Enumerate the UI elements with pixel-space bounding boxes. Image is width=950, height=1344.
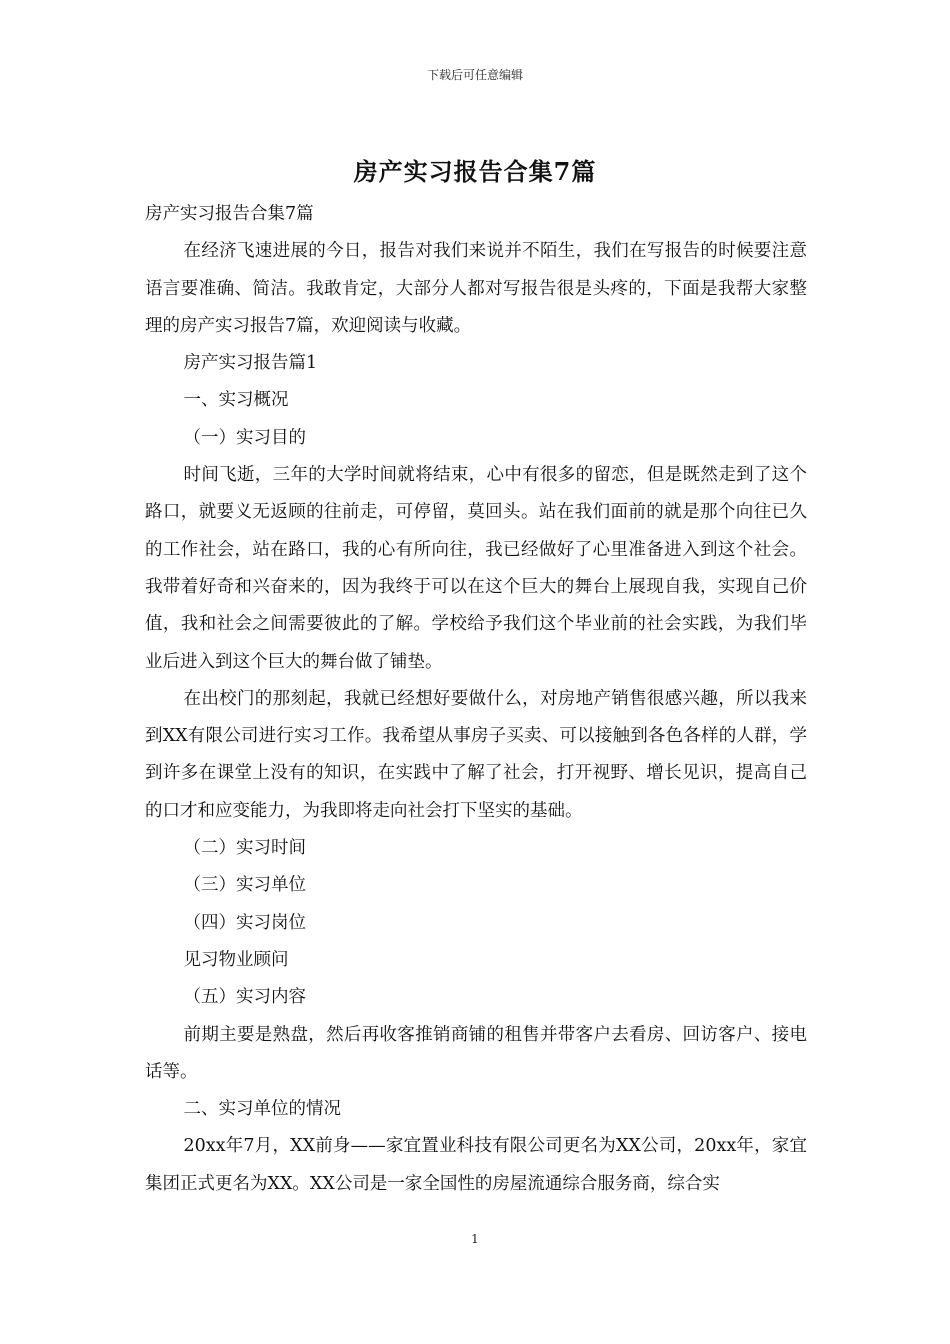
body-paragraph: 一、实习概况 xyxy=(183,390,289,411)
body-paragraph: 前期主要是熟盘，然后再收客推销商铺的租售并带客户去看房、回访客户、接电话等。 xyxy=(145,1024,807,1082)
body-paragraph: 在出校门的那刻起，我就已经想好要做什么，对房地产销售很感兴趣，所以我来到XX有限公司进行实习工作。我希望从事房子买卖、可以接触到各色各样的人群，学到许多在课堂上没有的知识，在实践中了解了社会，打开视野、增长见识，提高自己的口才和应变能力，为我即将走向社会打下坚实的基础。 xyxy=(145,688,807,821)
body-paragraph: （三）实习单位 xyxy=(183,875,306,896)
body-paragraph: （四）实习岗位 xyxy=(183,912,306,933)
body-paragraph: （五）实习内容 xyxy=(183,987,306,1008)
body-paragraph: 见习物业顾问 xyxy=(183,949,289,970)
body-paragraph: 二、实习单位的情况 xyxy=(183,1099,341,1120)
body-paragraph: （二）实习时间 xyxy=(183,838,306,859)
page-header-note: 下载后可任意编辑 xyxy=(426,68,523,82)
body-paragraph: 时间飞逝，三年的大学时间就将结束，心中有很多的留恋，但是既然走到了这个路口，就要义无返顾的往前走，可停留，莫回头。站在我们面前的就是那个向往已久的工作社会，站在路口，我的心有所向往，我已经做好了心里准备进入到这个社会。我带着好奇和兴奋来的，因为我终于可以在这个巨大的舞台上展现自我，实现自己价值，我和社会之间需要彼此的了解。学校给予我们这个毕业前的社会实践，为我们毕业后进入到这个巨大的舞台做了铺垫。 xyxy=(145,465,807,672)
document-title: 房产实习报告合集7篇 xyxy=(353,157,597,186)
body-paragraph: 20xx年7月，XX前身——家宜置业科技有限公司更名为XX公司，20xx年，家宜集团正式更名为XX。XX公司是一家全国性的房屋流通综合服务商，综合实 xyxy=(145,1136,807,1194)
body-paragraph: 在经济飞速进展的今日，报告对我们来说并不陌生，我们在写报告的时候要注意语言要准确、简洁。我敢肯定，大部分人都对写报告很是头疼的，下面是我帮大家整理的房产实习报告7篇，欢迎阅读与收藏。 xyxy=(145,241,807,336)
document-body xyxy=(145,196,807,1203)
page-number: 1 xyxy=(471,1232,479,1246)
body-paragraph: 房产实习报告合集7篇 xyxy=(145,204,314,224)
body-paragraph: 房产实习报告篇1 xyxy=(183,353,318,374)
body-paragraph: （一）实习目的 xyxy=(183,427,306,448)
